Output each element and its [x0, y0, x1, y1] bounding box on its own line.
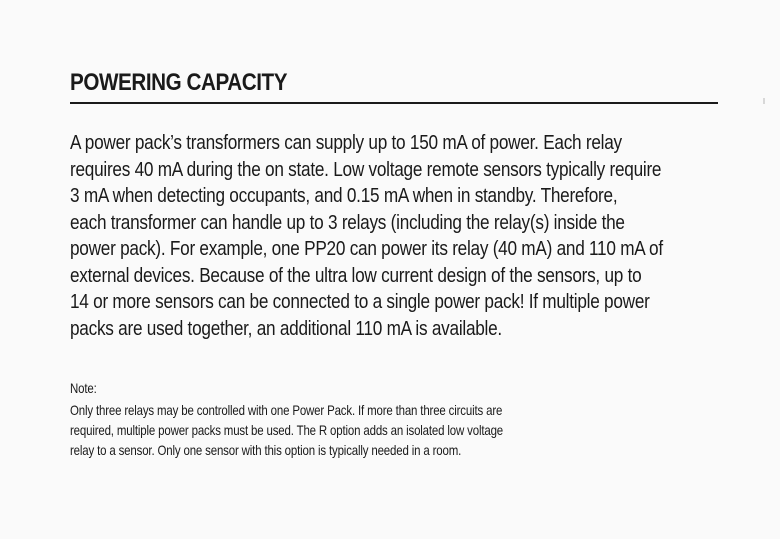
- body-line: 3 mA when detecting occupants, and 0.15 mA when in standby. Therefore,: [70, 185, 618, 207]
- note-line: required, multiple power packs must be used. The R option adds an isolated low voltage: [70, 422, 504, 438]
- edge-mark: [763, 98, 765, 104]
- body-line: each transformer can handle up to 3 relays (including the relay(s) inside the: [70, 211, 625, 234]
- section-heading: POWERING CAPACITY: [70, 69, 288, 96]
- body-line: 14 or more sensors can be connected to a single power pack! If multiple power: [70, 291, 650, 313]
- body-line: external devices. Because of the ultra low current design of the sensors, up to: [70, 264, 642, 287]
- body-line: packs are used together, an additional 110 mA is available.: [70, 317, 502, 340]
- note-line: Only three relays may be controlled with one Power Pack. If more than three circuits are: [70, 402, 503, 418]
- body-line: A power pack’s transformers can supply up to 150 mA of power. Each relay: [70, 132, 622, 154]
- note-label: Note:: [70, 380, 97, 396]
- heading-rule: [70, 102, 718, 104]
- body-line: power pack). For example, one PP20 can power its relay (40 mA) and 110 mA of: [70, 238, 663, 260]
- note-block: [70, 378, 690, 460]
- body-line: requires 40 mA during the on state. Low voltage remote sensors typically require: [70, 158, 662, 181]
- note-line: relay to a sensor. Only one sensor with this option is typically needed in a room.: [70, 442, 462, 458]
- body-paragraph: [70, 130, 730, 342]
